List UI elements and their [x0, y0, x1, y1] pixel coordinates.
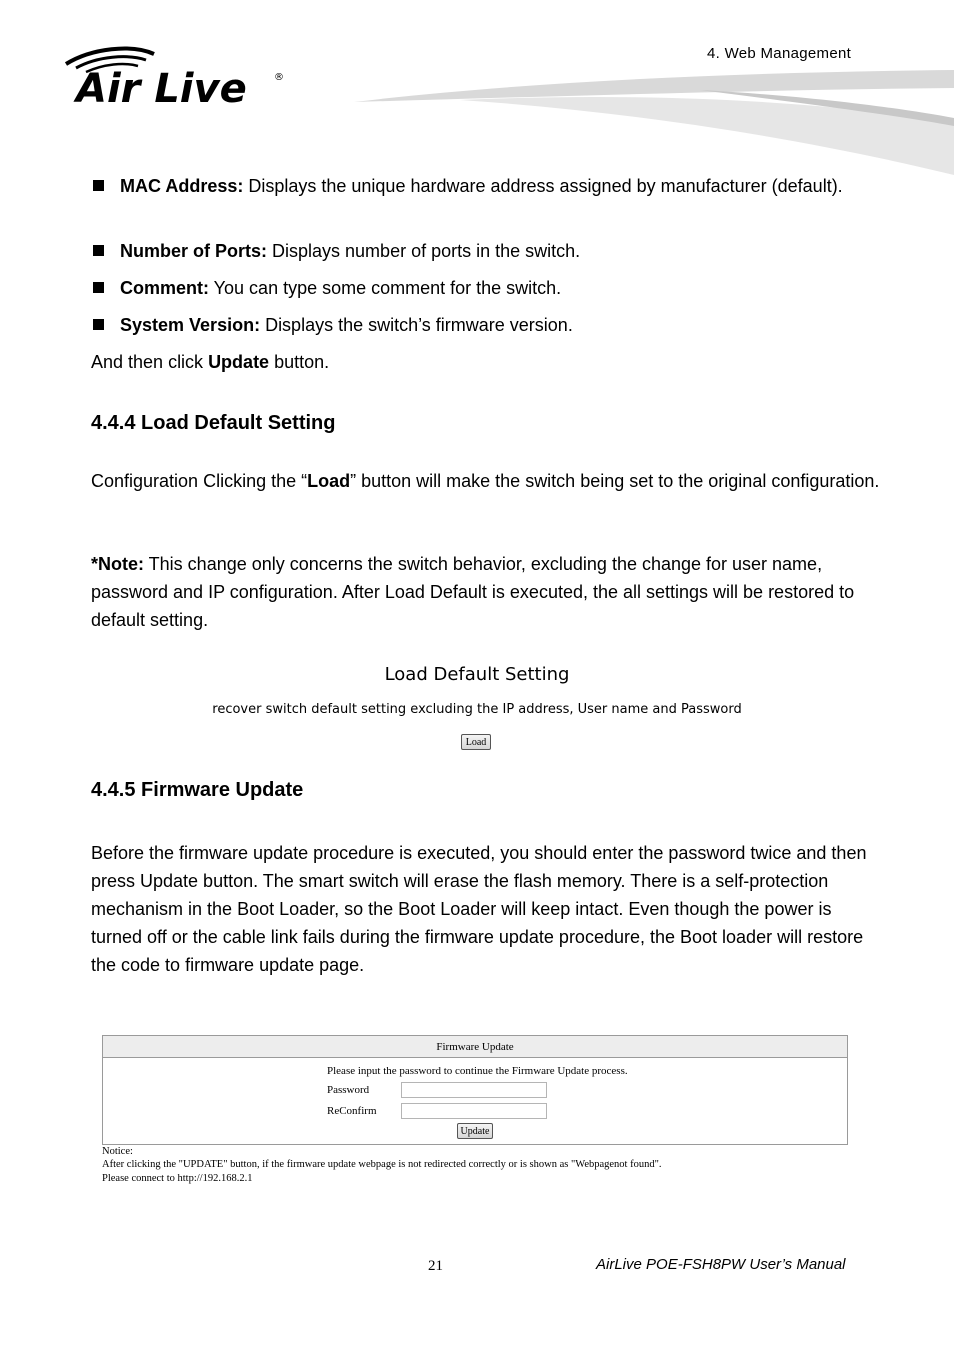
firmware-instruction: Please input the password to continue the Firmware Update process.	[327, 1065, 628, 1077]
load-keyword: Load	[307, 471, 351, 491]
bullet-square-icon	[93, 245, 104, 256]
bullet-text: Displays the unique hardware address assigned by manufacturer (default).	[243, 176, 843, 196]
airlive-logo	[62, 42, 287, 112]
heading-load-default-setting: 4.4.4 Load Default Setting	[91, 412, 336, 434]
bullet-term: Number of Ports:	[120, 241, 268, 261]
notice-line-1: After clicking the "UPDATE" button, if the firmware update webpage is not redirected correctly or is shown as "Webpagenot found".	[102, 1159, 662, 1170]
bullet-square-icon	[93, 319, 104, 330]
load-default-description	[91, 467, 881, 495]
bullet-square-icon	[93, 282, 104, 293]
text: ” button will make the switch being set to the original configuration.	[350, 471, 880, 491]
bullet-square-icon	[93, 180, 104, 191]
text: And then click	[91, 352, 209, 372]
bullet-text: Displays number of ports in the switch.	[267, 241, 581, 261]
bullet-text: Displays the switch’s firmware version.	[260, 315, 573, 335]
reconfirm-label: ReConfirm	[327, 1105, 377, 1117]
header-swoosh-graphic	[340, 60, 954, 190]
load-button[interactable]: Load	[461, 734, 491, 750]
notice-line-2: Please connect to http://192.168.2.1	[102, 1173, 253, 1184]
note-text: This change only concerns the switch behavior, excluding the change for user name, password and IP configuration. After Load Default is executed, the all settings will be restored to default setting.	[91, 554, 855, 630]
password-field[interactable]	[401, 1082, 547, 1098]
notice-title: Notice:	[102, 1146, 133, 1157]
firmware-update-panel	[102, 1035, 848, 1145]
heading-firmware-update: 4.4.5 Firmware Update	[91, 779, 304, 801]
bullet-term: MAC Address:	[120, 176, 244, 196]
text: button.	[269, 352, 330, 372]
update-keyword: Update	[208, 352, 270, 372]
manual-title: AirLive POE-FSH8PW User’s Manual	[596, 1256, 846, 1273]
load-default-note	[91, 550, 881, 634]
firmware-update-panel-title: Firmware Update	[103, 1036, 847, 1058]
password-label: Password	[327, 1084, 370, 1096]
note-label: *Note:	[91, 554, 144, 574]
load-default-panel-description: recover switch default setting excluding the IP address, User name and Password	[212, 702, 742, 717]
update-button[interactable]: Update	[457, 1123, 493, 1139]
bullet-term: System Version:	[120, 315, 261, 335]
load-default-panel-title: Load Default Setting	[384, 664, 570, 685]
registered-mark: ®	[274, 72, 284, 83]
page-number: 21	[428, 1258, 443, 1274]
section-label: 4. Web Management	[707, 45, 852, 62]
firmware-update-description: Before the firmware update procedure is executed, you should enter the password twice and then press Update button. The smart switch will erase the flash memory. There is a self-protection mechanism in the Boot Loader, so the Boot Loader will keep intact. Even though the power is turned off or the cable link fails during the firmware update procedure, the Boot loader will restore the code to firmware update page.	[91, 843, 867, 975]
update-instruction	[91, 348, 881, 376]
bullet-text: You can type some comment for the switch.	[209, 278, 562, 298]
bullet-term: Comment:	[120, 278, 209, 298]
logo-text: Air Live	[76, 66, 247, 112]
text: Configuration Clicking the “	[91, 471, 308, 491]
reconfirm-field[interactable]	[401, 1103, 547, 1119]
